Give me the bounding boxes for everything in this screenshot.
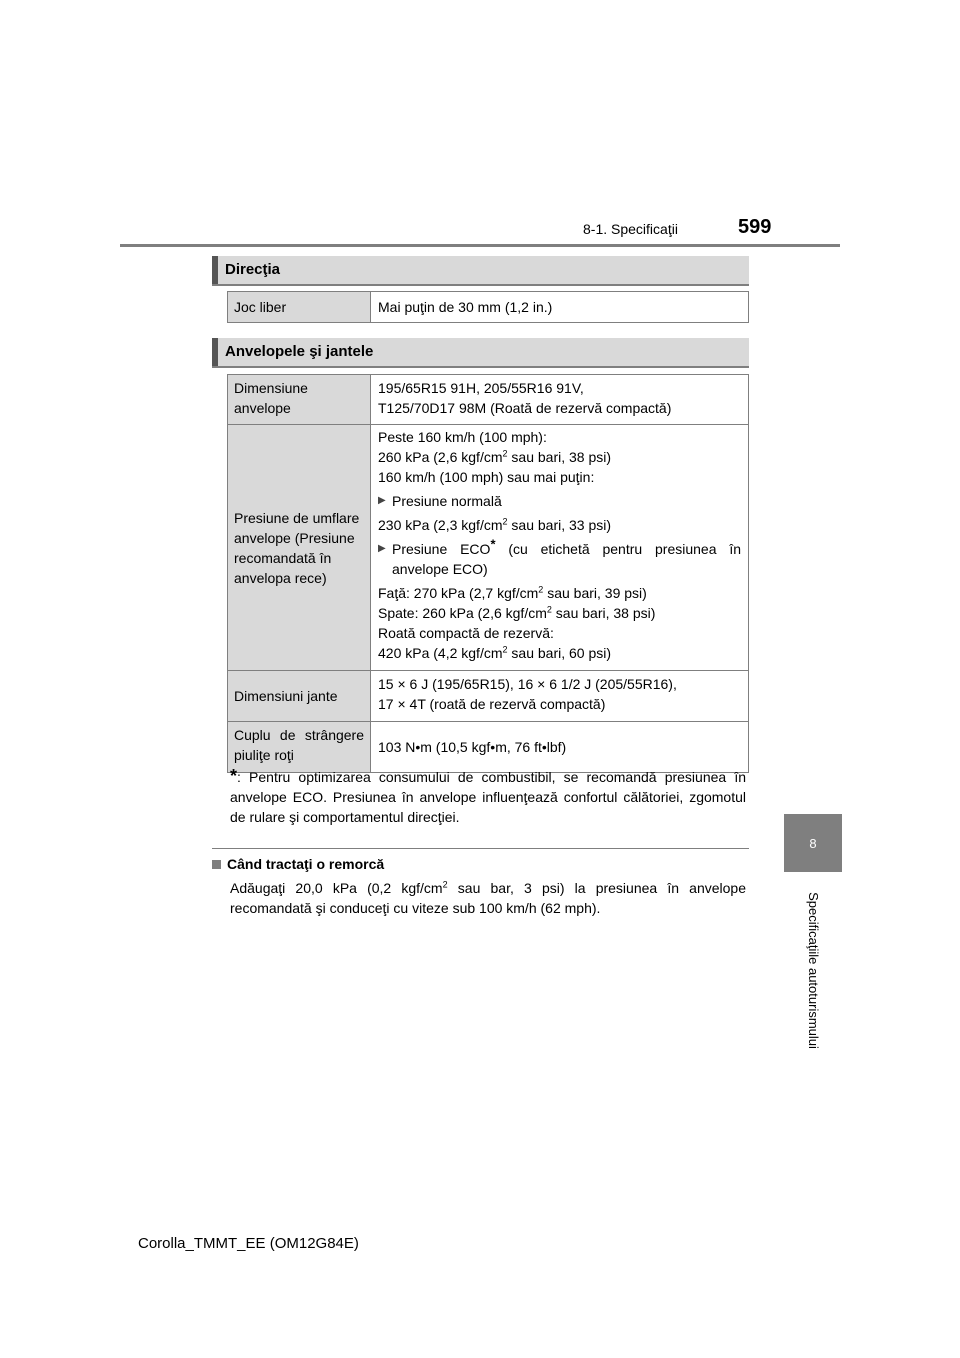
torque-label: Cuplu de strângere piuliţe roţi (228, 722, 371, 773)
page-number: 599 (738, 216, 772, 238)
steering-title: Direcţia (225, 261, 281, 278)
chapter-tab[interactable] (784, 814, 842, 872)
chapter-title-vertical (798, 880, 828, 1060)
rim-size-value (371, 671, 749, 722)
pressure-line: Peste 160 km/h (100 mph): (378, 429, 547, 445)
chapter-number: 8 (809, 835, 817, 851)
table-row (228, 722, 749, 773)
header-rule (120, 244, 840, 247)
towing-note-body: Adăugaţi 20,0 kPa (0,2 kgf/$cm^2$ sau bar, 3 psi) la presiunea în anvelope recomandată şi conduceţi cu viteze sub 100 km/h (62 mph). (230, 879, 746, 916)
tires-table (227, 374, 749, 773)
heading-bar (212, 256, 218, 284)
square-bullet-icon (212, 860, 221, 869)
section-title: 8-1. Specificaţii (583, 221, 678, 237)
eco-pressure-bullet: ▶ Presiune ECO* (cu etichetă pentru presiunea în anvelope ECO) (378, 539, 741, 579)
normal-pressure-bullet: ▶ Presiune normală (378, 491, 741, 511)
torque-value: 103 N•m (10,5 kgf•m, 76 ft•lbf) (371, 722, 749, 773)
pressure-line: 420 kPa (4,2 kgf/$cm^2$ sau bari, 60 psi) (378, 644, 612, 661)
tire-size-line: T125/70D17 98M (Roată de rezervă compactă) (378, 400, 672, 416)
pressure-line: Faţă: 270 kPa (2,7 kgf/$cm^2$ sau bari, 39 psi) (378, 584, 647, 601)
heading-bar (212, 338, 218, 366)
towing-note-title (212, 856, 384, 872)
tire-size-line: 195/65R15 91H, 205/55R16 91V, (378, 380, 584, 396)
free-play-value: Mai puţin de 30 mm (1,2 in.) (371, 292, 749, 323)
separator (212, 848, 749, 849)
footer-doc-id: Corolla_TMMT_EE (OM12G84E) (138, 1235, 359, 1252)
table-row (228, 292, 749, 323)
tire-size-label: Dimensiune anvelope (228, 375, 371, 425)
pressure-line: 260 kPa (2,6 kgf/$cm^2$ sau bari, 38 psi) (378, 448, 612, 465)
rim-size-line: 15 × 6 J (195/65R15), 16 × 6 1/2 J (205/55R16), (378, 676, 677, 692)
table-row (228, 425, 749, 671)
table-row (228, 375, 749, 425)
footnote-marker: * (230, 766, 238, 786)
pressure-label: Presiune de umflare anvelope (Presiune recomandată în anvelopa rece) (228, 425, 371, 671)
steering-heading (212, 256, 749, 286)
pressure-line: 230 kPa (2,3 kgf/$cm^2$ sau bari, 33 psi) (378, 516, 612, 533)
footnote-text: : Pentru optimizarea consumului de combustibil, se recomandă presiunea în anvelope ECO. Presiunea în anvelope influenţează confortul călătoriei, zgomotul de rulare şi comportamentul direcţiei. (230, 769, 746, 825)
free-play-label: Joc liber (228, 292, 371, 323)
pressure-line: Spate: 260 kPa (2,6 kgf/$cm^2$ sau bari, 38 psi) (378, 604, 656, 621)
tires-heading (212, 338, 749, 368)
pressure-line: 160 km/h (100 mph) sau mai puţin: (378, 469, 595, 485)
table-row (228, 671, 749, 722)
towing-note-title-text: Când tractaţi o remorcă (227, 856, 385, 872)
rim-size-label: Dimensiuni jante (228, 671, 371, 722)
tires-title: Anvelopele şi jantele (225, 343, 374, 360)
chapter-title: Specificaţiile autoturismului (805, 891, 821, 1049)
rim-size-line: 17 × 4T (roată de rezervă compactă) (378, 696, 606, 712)
pressure-line: Roată compactă de rezervă: (378, 625, 554, 641)
steering-table (227, 291, 749, 323)
footnote (230, 766, 746, 827)
tire-size-value (371, 375, 749, 425)
pressure-value (371, 425, 749, 671)
